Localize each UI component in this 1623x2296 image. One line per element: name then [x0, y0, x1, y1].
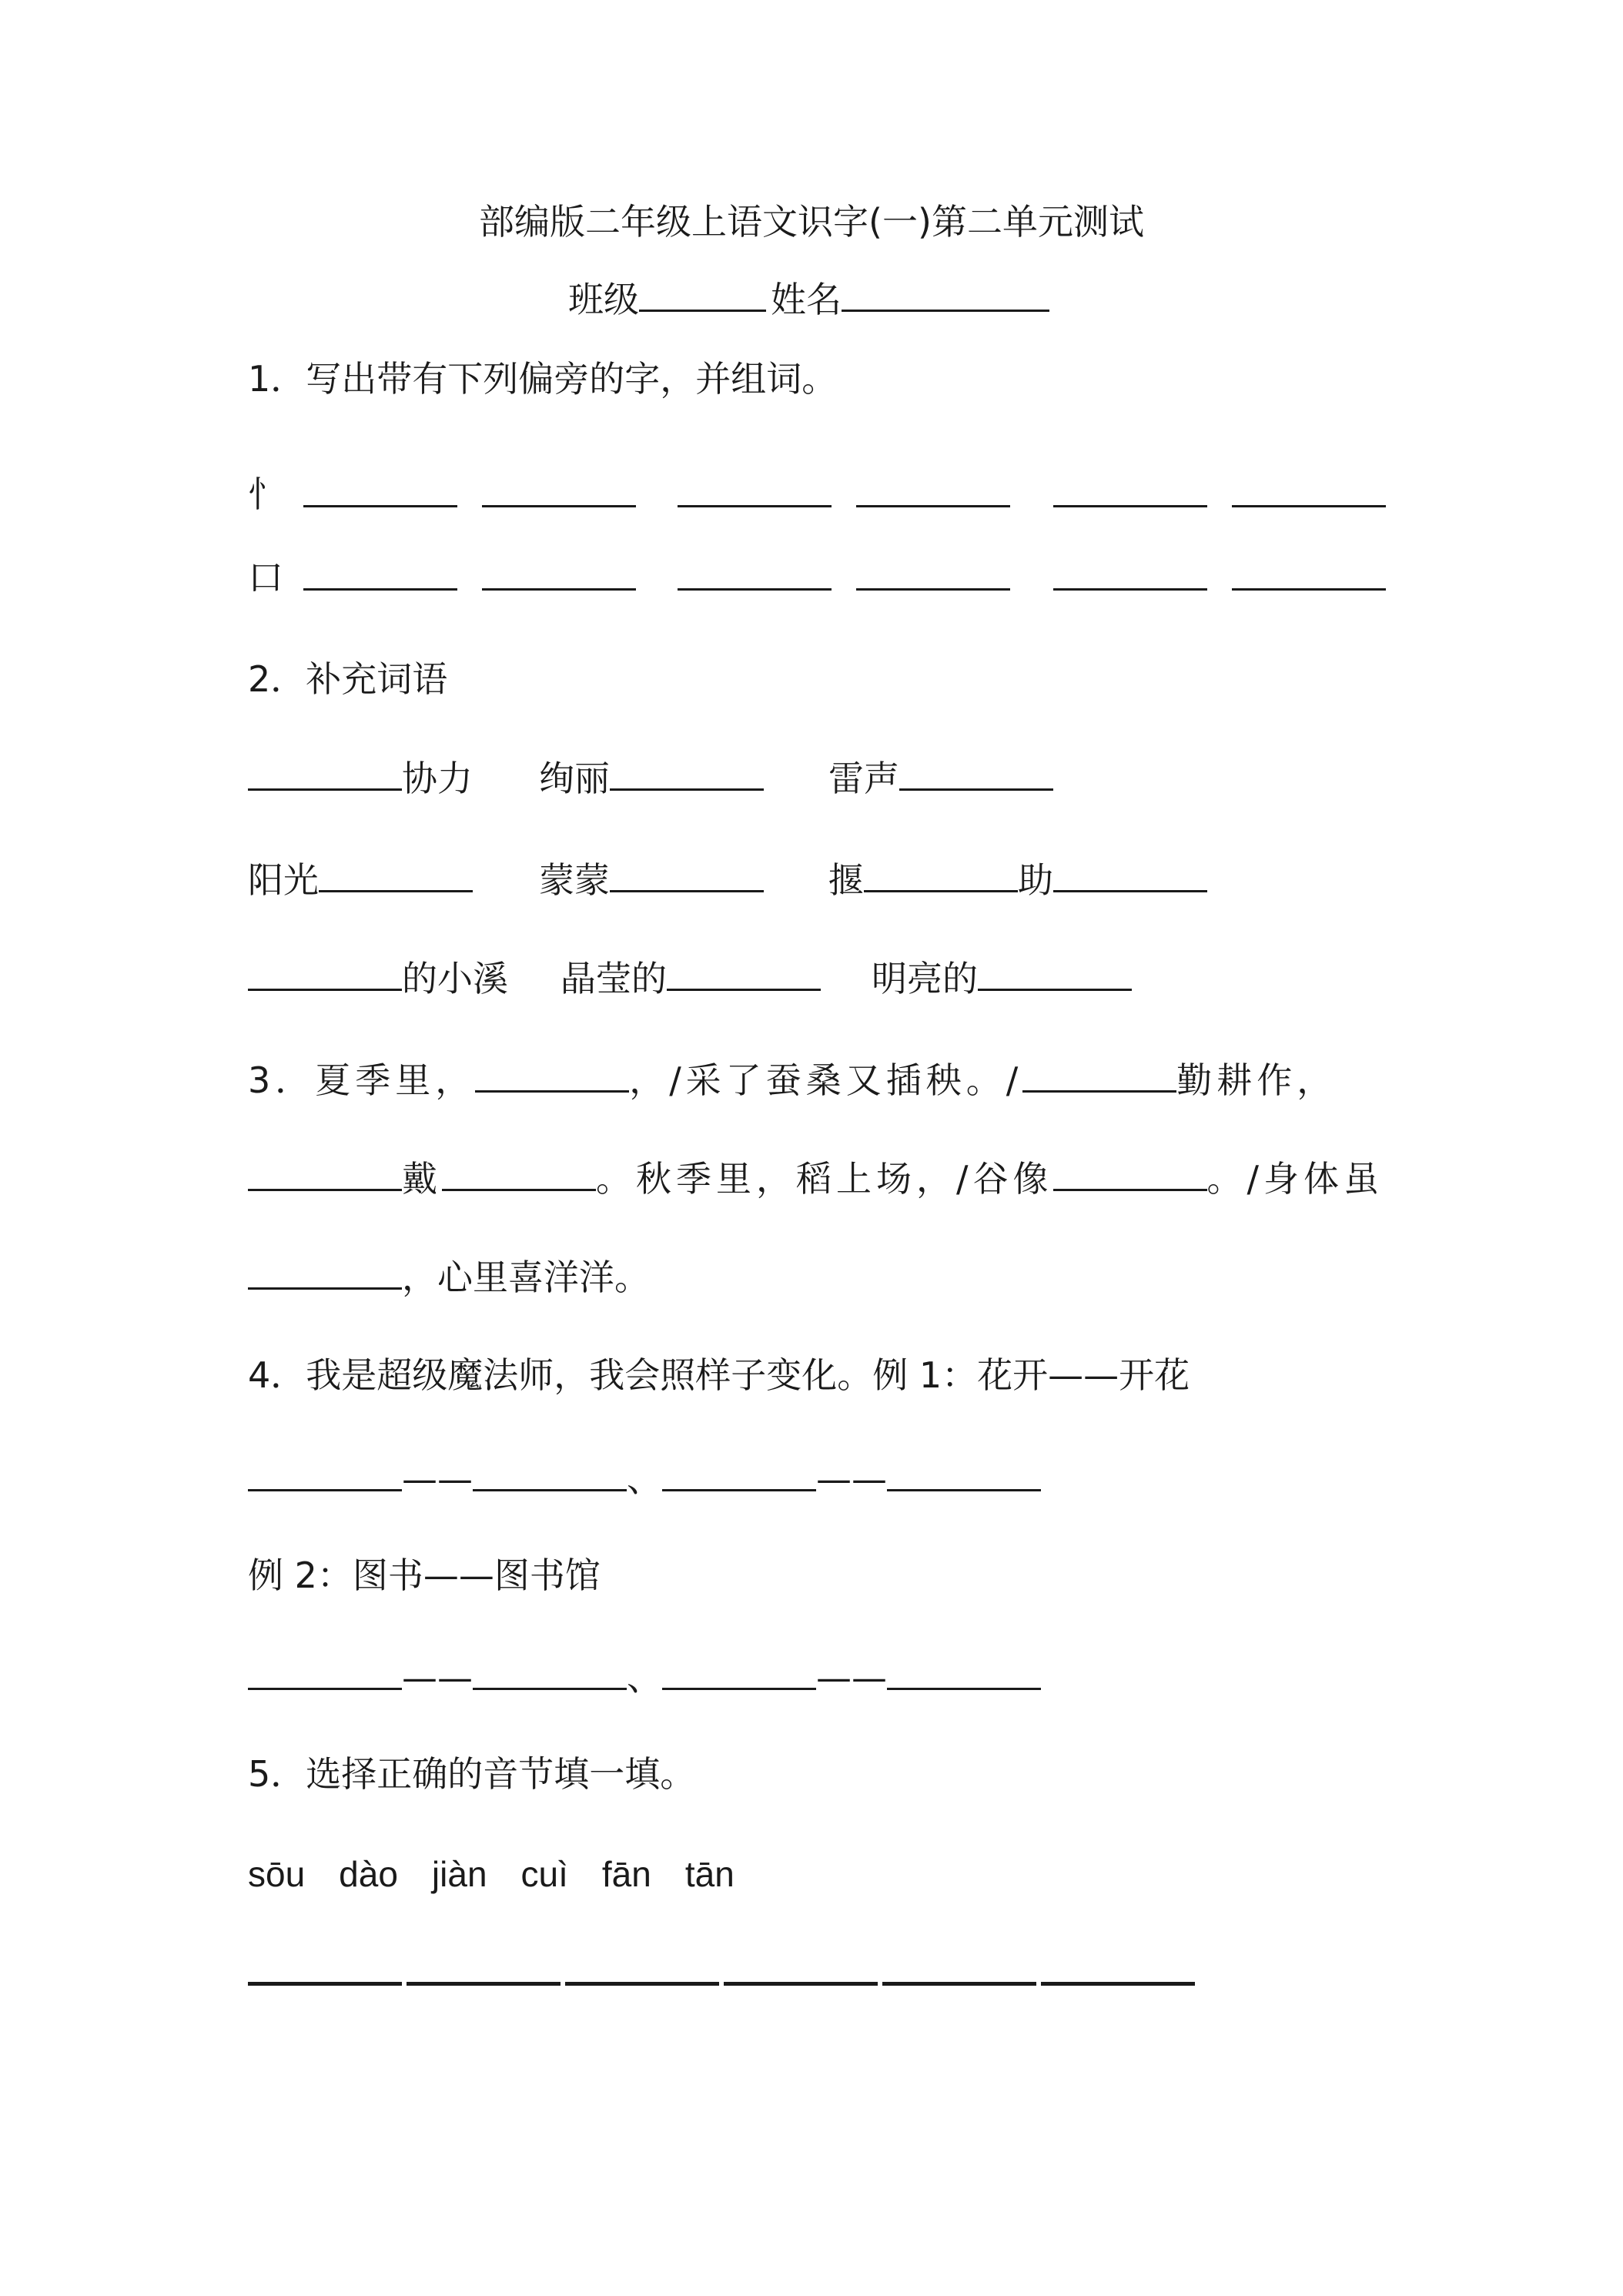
class-blank[interactable] — [639, 276, 766, 312]
answer-blank[interactable] — [864, 856, 1018, 892]
answer-blank[interactable] — [248, 1948, 402, 1986]
q5-prompt: 5．选择正确的音节填一填。 — [248, 1753, 696, 1795]
q3-text: 戴 — [402, 1158, 442, 1200]
word-mengmeng: 蒙蒙 — [539, 859, 610, 901]
answer-blank[interactable] — [248, 1654, 402, 1690]
q5-answer-row — [248, 1948, 1195, 1996]
answer-blank[interactable] — [473, 1654, 627, 1690]
page-title: 部编版二年级上语文识字(一)第二单元测试 — [479, 201, 1144, 243]
answer-blank[interactable] — [248, 1155, 402, 1191]
separator: 、 — [627, 1458, 662, 1500]
dash: —— — [402, 1657, 473, 1699]
answer-blank[interactable] — [1053, 554, 1207, 591]
answer-blank[interactable] — [610, 856, 764, 892]
answer-blank[interactable] — [887, 1654, 1041, 1690]
q1-row-heart — [248, 471, 283, 517]
answer-blank[interactable] — [662, 1654, 816, 1690]
answer-blank[interactable] — [248, 1455, 402, 1491]
word-jingying: 晶莹的 — [561, 958, 667, 999]
answer-blank[interactable] — [856, 471, 1010, 507]
syllable: cuì — [520, 1854, 568, 1894]
answer-blank[interactable] — [1041, 1948, 1195, 1986]
dash: —— — [816, 1657, 887, 1699]
answer-blank[interactable] — [1232, 471, 1386, 507]
q3-text: ，/采了蚕桑又插秧。/ — [629, 1059, 1023, 1101]
answer-blank[interactable] — [407, 1948, 561, 1986]
q3-text: ，心里喜洋洋。 — [402, 1257, 650, 1298]
q1-prompt: 1．写出带有下列偏旁的字，并组词。 — [248, 358, 838, 400]
answer-blank[interactable] — [248, 955, 402, 991]
radical-mouth: 口 — [248, 557, 283, 598]
answer-blank[interactable] — [678, 554, 832, 591]
answer-blank[interactable] — [473, 1455, 627, 1491]
answer-blank[interactable] — [482, 471, 636, 507]
answer-blank[interactable] — [565, 1948, 719, 1986]
word-mingliang: 明亮的 — [872, 958, 978, 999]
answer-blank[interactable] — [319, 856, 473, 892]
word-xiaoxi: 的小溪 — [402, 958, 508, 999]
q3-text: 3．夏季里， — [248, 1059, 476, 1101]
answer-blank[interactable] — [303, 471, 457, 507]
syllable: sōu — [248, 1854, 306, 1894]
name-label: 姓名 — [771, 279, 842, 320]
answer-blank[interactable] — [882, 1948, 1036, 1986]
answer-blank[interactable] — [248, 1253, 402, 1290]
answer-blank[interactable] — [1053, 471, 1207, 507]
syllable: jiàn — [431, 1854, 487, 1894]
answer-blank[interactable] — [482, 554, 636, 591]
dash: —— — [402, 1458, 473, 1500]
answer-blank[interactable] — [442, 1155, 596, 1191]
q4-row1 — [248, 1455, 1041, 1502]
word-xuanli: 绚丽 — [539, 758, 610, 799]
q3-text: 勤耕作， — [1176, 1059, 1337, 1101]
answer-blank[interactable] — [667, 955, 821, 991]
answer-blank[interactable] — [856, 554, 1010, 591]
answer-blank[interactable] — [887, 1455, 1041, 1491]
separator: 、 — [627, 1657, 662, 1699]
answer-blank[interactable] — [1232, 554, 1386, 591]
radical-heart: 忄 — [248, 474, 283, 515]
q4-row2 — [248, 1654, 1041, 1701]
syllable: tān — [684, 1854, 735, 1894]
word-ya: 揠 — [828, 859, 864, 901]
class-label: 班级 — [568, 279, 639, 320]
answer-blank[interactable] — [724, 1948, 878, 1986]
word-xieli: 协力 — [402, 758, 473, 799]
q1-row-mouth — [248, 554, 283, 601]
answer-blank[interactable] — [475, 1056, 629, 1093]
word-zhu: 助 — [1018, 859, 1053, 901]
word-yangguang: 阳光 — [248, 859, 319, 901]
dash: —— — [816, 1458, 887, 1500]
q4-prompt: 4．我是超级魔法师，我会照样子变化。例 1：花开——开花 — [248, 1354, 1190, 1396]
q3-text: 。秋季里，稻上场，/谷像 — [596, 1158, 1053, 1200]
answer-blank[interactable] — [610, 755, 764, 791]
answer-blank[interactable] — [1053, 856, 1207, 892]
answer-blank[interactable] — [678, 471, 832, 507]
answer-blank[interactable] — [303, 554, 457, 591]
answer-blank[interactable] — [899, 755, 1053, 791]
answer-blank[interactable] — [1053, 1155, 1207, 1191]
syllable: dào — [339, 1854, 398, 1894]
q3-line1 — [248, 1056, 1337, 1103]
word-leisheng: 雷声 — [828, 758, 899, 799]
answer-blank[interactable] — [248, 755, 402, 791]
answer-blank[interactable] — [662, 1455, 816, 1491]
q5-syllables — [248, 1851, 735, 1897]
class-name-line — [568, 276, 1049, 323]
q3-text: 。/身体虽 — [1206, 1158, 1384, 1200]
syllable: fān — [601, 1854, 651, 1894]
q3-line3 — [248, 1253, 650, 1300]
q4-example2: 例 2：图书——图书馆 — [248, 1555, 601, 1596]
answer-blank[interactable] — [978, 955, 1132, 991]
name-blank[interactable] — [842, 276, 1049, 312]
answer-blank[interactable] — [1022, 1056, 1176, 1093]
q3-line2 — [248, 1155, 1384, 1202]
q2-prompt: 2．补充词语 — [248, 658, 448, 700]
